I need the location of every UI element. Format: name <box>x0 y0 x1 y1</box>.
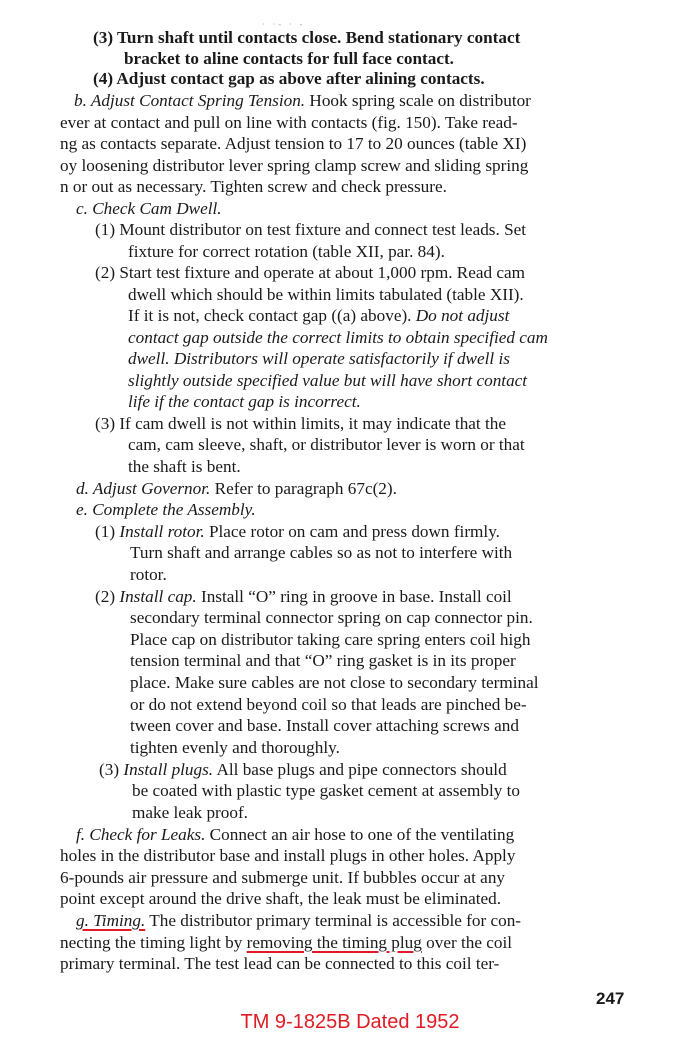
print-specks: · ·- · - <box>262 20 306 29</box>
text-line: (3) If cam dwell is not within limits, it may indicate that the <box>95 414 506 433</box>
text-line: make leak proof. <box>132 803 248 822</box>
document-caption: TM 9-1825B Dated 1952 <box>240 1011 460 1033</box>
text-line: Turn shaft and arrange cables so as not to interfere with <box>130 543 513 562</box>
text-run: All base plugs and pipe connectors should <box>213 760 507 779</box>
text-run: over the coil <box>421 933 513 952</box>
text-run: (2) <box>95 587 120 606</box>
text-run: g. Timing. <box>76 911 146 930</box>
text-run: Place rotor on cam and press down firmly. <box>204 522 500 541</box>
text-run: Connect an air hose to one of the ventilating <box>205 825 515 844</box>
text-line: (3) Turn shaft until contacts close. Bend stationary contact <box>93 28 521 47</box>
text-run: necting the timing light by <box>60 933 247 952</box>
text-run: If it is not, check contact gap ((a) above). <box>128 306 416 325</box>
text-line: or do not extend beyond coil so that leads are pinched be- <box>130 695 527 714</box>
text-run: Refer to paragraph 67c(2). <box>210 479 397 498</box>
text-line: be coated with plastic type gasket cement at assembly to <box>132 781 521 800</box>
text-line: place. Make sure cables are not close to secondary terminal <box>130 673 539 692</box>
text-line <box>95 586 512 608</box>
text-run: f. Check for Leaks. <box>76 825 206 844</box>
text-line: e. Complete the Assembly. <box>76 500 256 519</box>
text-line: n or out as necessary. Tighten screw and check pressure. <box>60 177 447 196</box>
text-line: tension terminal and that “O” ring gasket is in its proper <box>130 651 516 670</box>
text-line <box>76 478 397 500</box>
text-run: removing the timing plug <box>246 933 422 952</box>
text-line: ever at contact and pull on line with contacts (fig. 150). Take read- <box>60 113 518 132</box>
text-line: tween cover and base. Install cover attaching screws and <box>130 716 519 735</box>
text-line: rotor. <box>130 565 167 584</box>
text-run: Install plugs. <box>123 760 214 779</box>
text-run: Hook spring scale on distributor <box>305 91 531 110</box>
text-line: (4) Adjust contact gap as above after alining contacts. <box>93 69 485 88</box>
text-line <box>76 910 521 932</box>
text-line: contact gap outside the correct limits to obtain specified cam <box>128 328 548 347</box>
text-line: point except around the drive shaft, the leak must be eliminated. <box>60 889 502 908</box>
text-line: oy loosening distributor lever spring clamp screw and sliding spring <box>60 156 529 175</box>
text-run: b. Adjust Contact Spring Tension. <box>74 91 306 110</box>
text-line: life if the contact gap is incorrect. <box>128 392 361 411</box>
text-line: fixture for correct rotation (table XII, par. 84). <box>128 242 445 261</box>
text-line: bracket to aline contacts for full face contact. <box>124 49 454 68</box>
text-line <box>99 759 507 781</box>
text-line: tighten evenly and thoroughly. <box>130 738 340 757</box>
text-line: (2) Start test fixture and operate at about 1,000 rpm. Read cam <box>95 263 526 282</box>
text-line: primary terminal. The test lead can be connected to this coil ter- <box>60 954 500 973</box>
text-line: 6-pounds air pressure and submerge unit. If bubbles occur at any <box>60 868 506 887</box>
text-run: The distributor primary terminal is accessible for con- <box>145 911 522 930</box>
text-run: Install cap. <box>119 587 197 606</box>
text-line: dwell. Distributors will operate satisfactorily if dwell is <box>128 349 510 368</box>
text-line: the shaft is bent. <box>128 457 241 476</box>
text-run: d. Adjust Governor. <box>76 479 211 498</box>
text-line: ng as contacts separate. Adjust tension to 17 to 20 ounces (table XI) <box>60 134 527 153</box>
text-run: Do not adjust <box>415 306 510 325</box>
text-line <box>95 521 500 543</box>
text-line: dwell which should be within limits tabulated (table XII). <box>128 285 524 304</box>
text-line: slightly outside specified value but will have short contact <box>128 371 528 390</box>
text-run: Install “O” ring in groove in base. Install coil <box>196 587 512 606</box>
page-number: 247 <box>596 989 625 1008</box>
text-run: (3) <box>99 760 124 779</box>
text-run: Install rotor. <box>119 522 205 541</box>
text-line: c. Check Cam Dwell. <box>76 199 222 218</box>
text-line <box>128 305 509 327</box>
text-line: secondary terminal connector spring on cap connector pin. <box>130 608 533 627</box>
text-line <box>76 824 514 846</box>
text-line <box>74 90 531 112</box>
text-run: (1) <box>95 522 120 541</box>
text-line: Place cap on distributor taking care spring enters coil high <box>130 630 531 649</box>
text-line: (1) Mount distributor on test fixture and connect test leads. Set <box>95 220 527 239</box>
text-line: cam, cam sleeve, shaft, or distributor lever is worn or that <box>128 435 525 454</box>
text-line <box>60 932 512 954</box>
text-line: holes in the distributor base and install plugs in other holes. Apply <box>60 846 516 865</box>
